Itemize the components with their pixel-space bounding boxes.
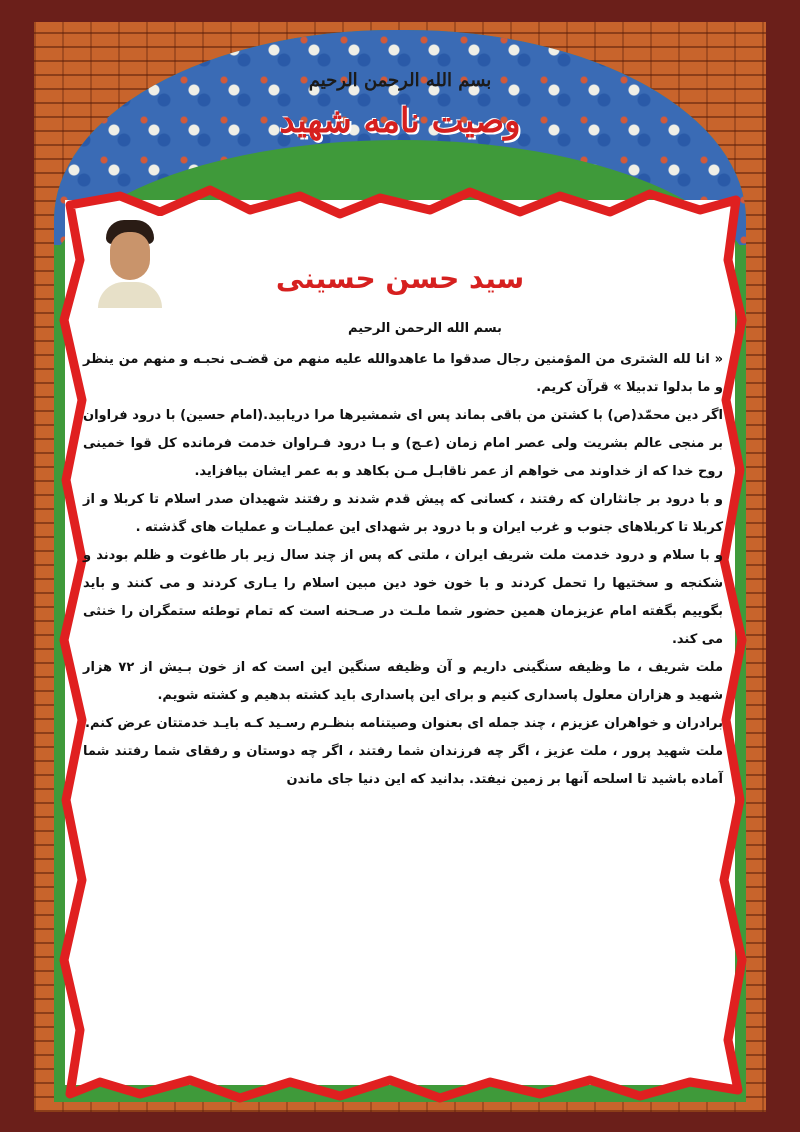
paragraph: ملت شریف ، ما وظیفه سنگینی داریم و آن وظیفه سنگین این است که از خون بـیش از ۷۲ هزار شهید و هزاران معلول پاسداری کنیم و برای این پاسداری باید کشته بدهیم و کشته شویم.: [83, 660, 723, 703]
paragraph: و با درود بر جانثاران که رفتند ، کسانی که پیش قدم شدند و رفتند شهیدان صدر اسلام تا کربلا و از کربلا تا کربلاهای جنوب و غرب ایران و با درود بر شهدای این عملیـات و عملیات های گذشته .: [83, 492, 723, 535]
header: [250, 70, 550, 141]
paragraph: اگر دین محمّد(ص) با کشتن من باقی بماند پس ای شمشیرها مرا دریابید.(امام حسین) با درود فراوان بر منجی عالم بشریت ولی عصر امام زمان (عـج) و بـا درود فـراوان خدمت فرمانده کل قوا خمینی روح خدا که از خداوند می خواهم از عمر ناقابـل مـن بکاهد و به عمر ایشان بیافزاید.: [83, 408, 723, 479]
body-basmala: بسم الله الرحمن الرحیم: [348, 321, 502, 336]
header-basmala: بسم الله الرحمن الرحیم: [308, 70, 492, 91]
martyr-name: سید حسن حسینی: [275, 262, 525, 295]
martyr-photo: [94, 216, 166, 308]
paragraph: « انا لله الشتری من المؤمنین رجال صدقوا ما عاهدوالله علیه منهم من قضـی نحبـه و منهم من ینظر و ما بدلوا تدبیلا » قرآن کریم.: [83, 352, 723, 395]
photo-shirt: [98, 282, 162, 308]
paragraph: و با سلام و درود خدمت ملت شریف ایران ، ملتی که پس از چند سال زیر بار طاغوت و ظلم بودند و شکنجه و سختیها را تحمل کردند و با خون خود دین مبین اسلام را یـاری کردند و می کنند و باید بگوییم بگفته امام عزیزمان همین حضور شما ملـت در صـحنه است که تمام توطئه ستمگران را خنثی می کند.: [83, 548, 723, 647]
will-text: [83, 346, 723, 794]
paragraph: ملت شهید پرور ، ملت عزیز ، اگر چه فرزندان شما رفتند ، اگر چه دوستان و رفقای شما رفتند شما آماده باشید تا اسلحه آنها بر زمین نیفتد. بدانید که این دنیا جای ماندن: [83, 744, 723, 787]
paragraph: برادران و خواهران عزیزم ، چند جمله ای بعنوان وصیتنامه بنظـرم رسـید کـه بایـد خدمتتان عرض کنم.: [85, 716, 723, 731]
page-title: وصیت نامه شهید: [279, 101, 521, 141]
photo-face: [110, 232, 150, 280]
